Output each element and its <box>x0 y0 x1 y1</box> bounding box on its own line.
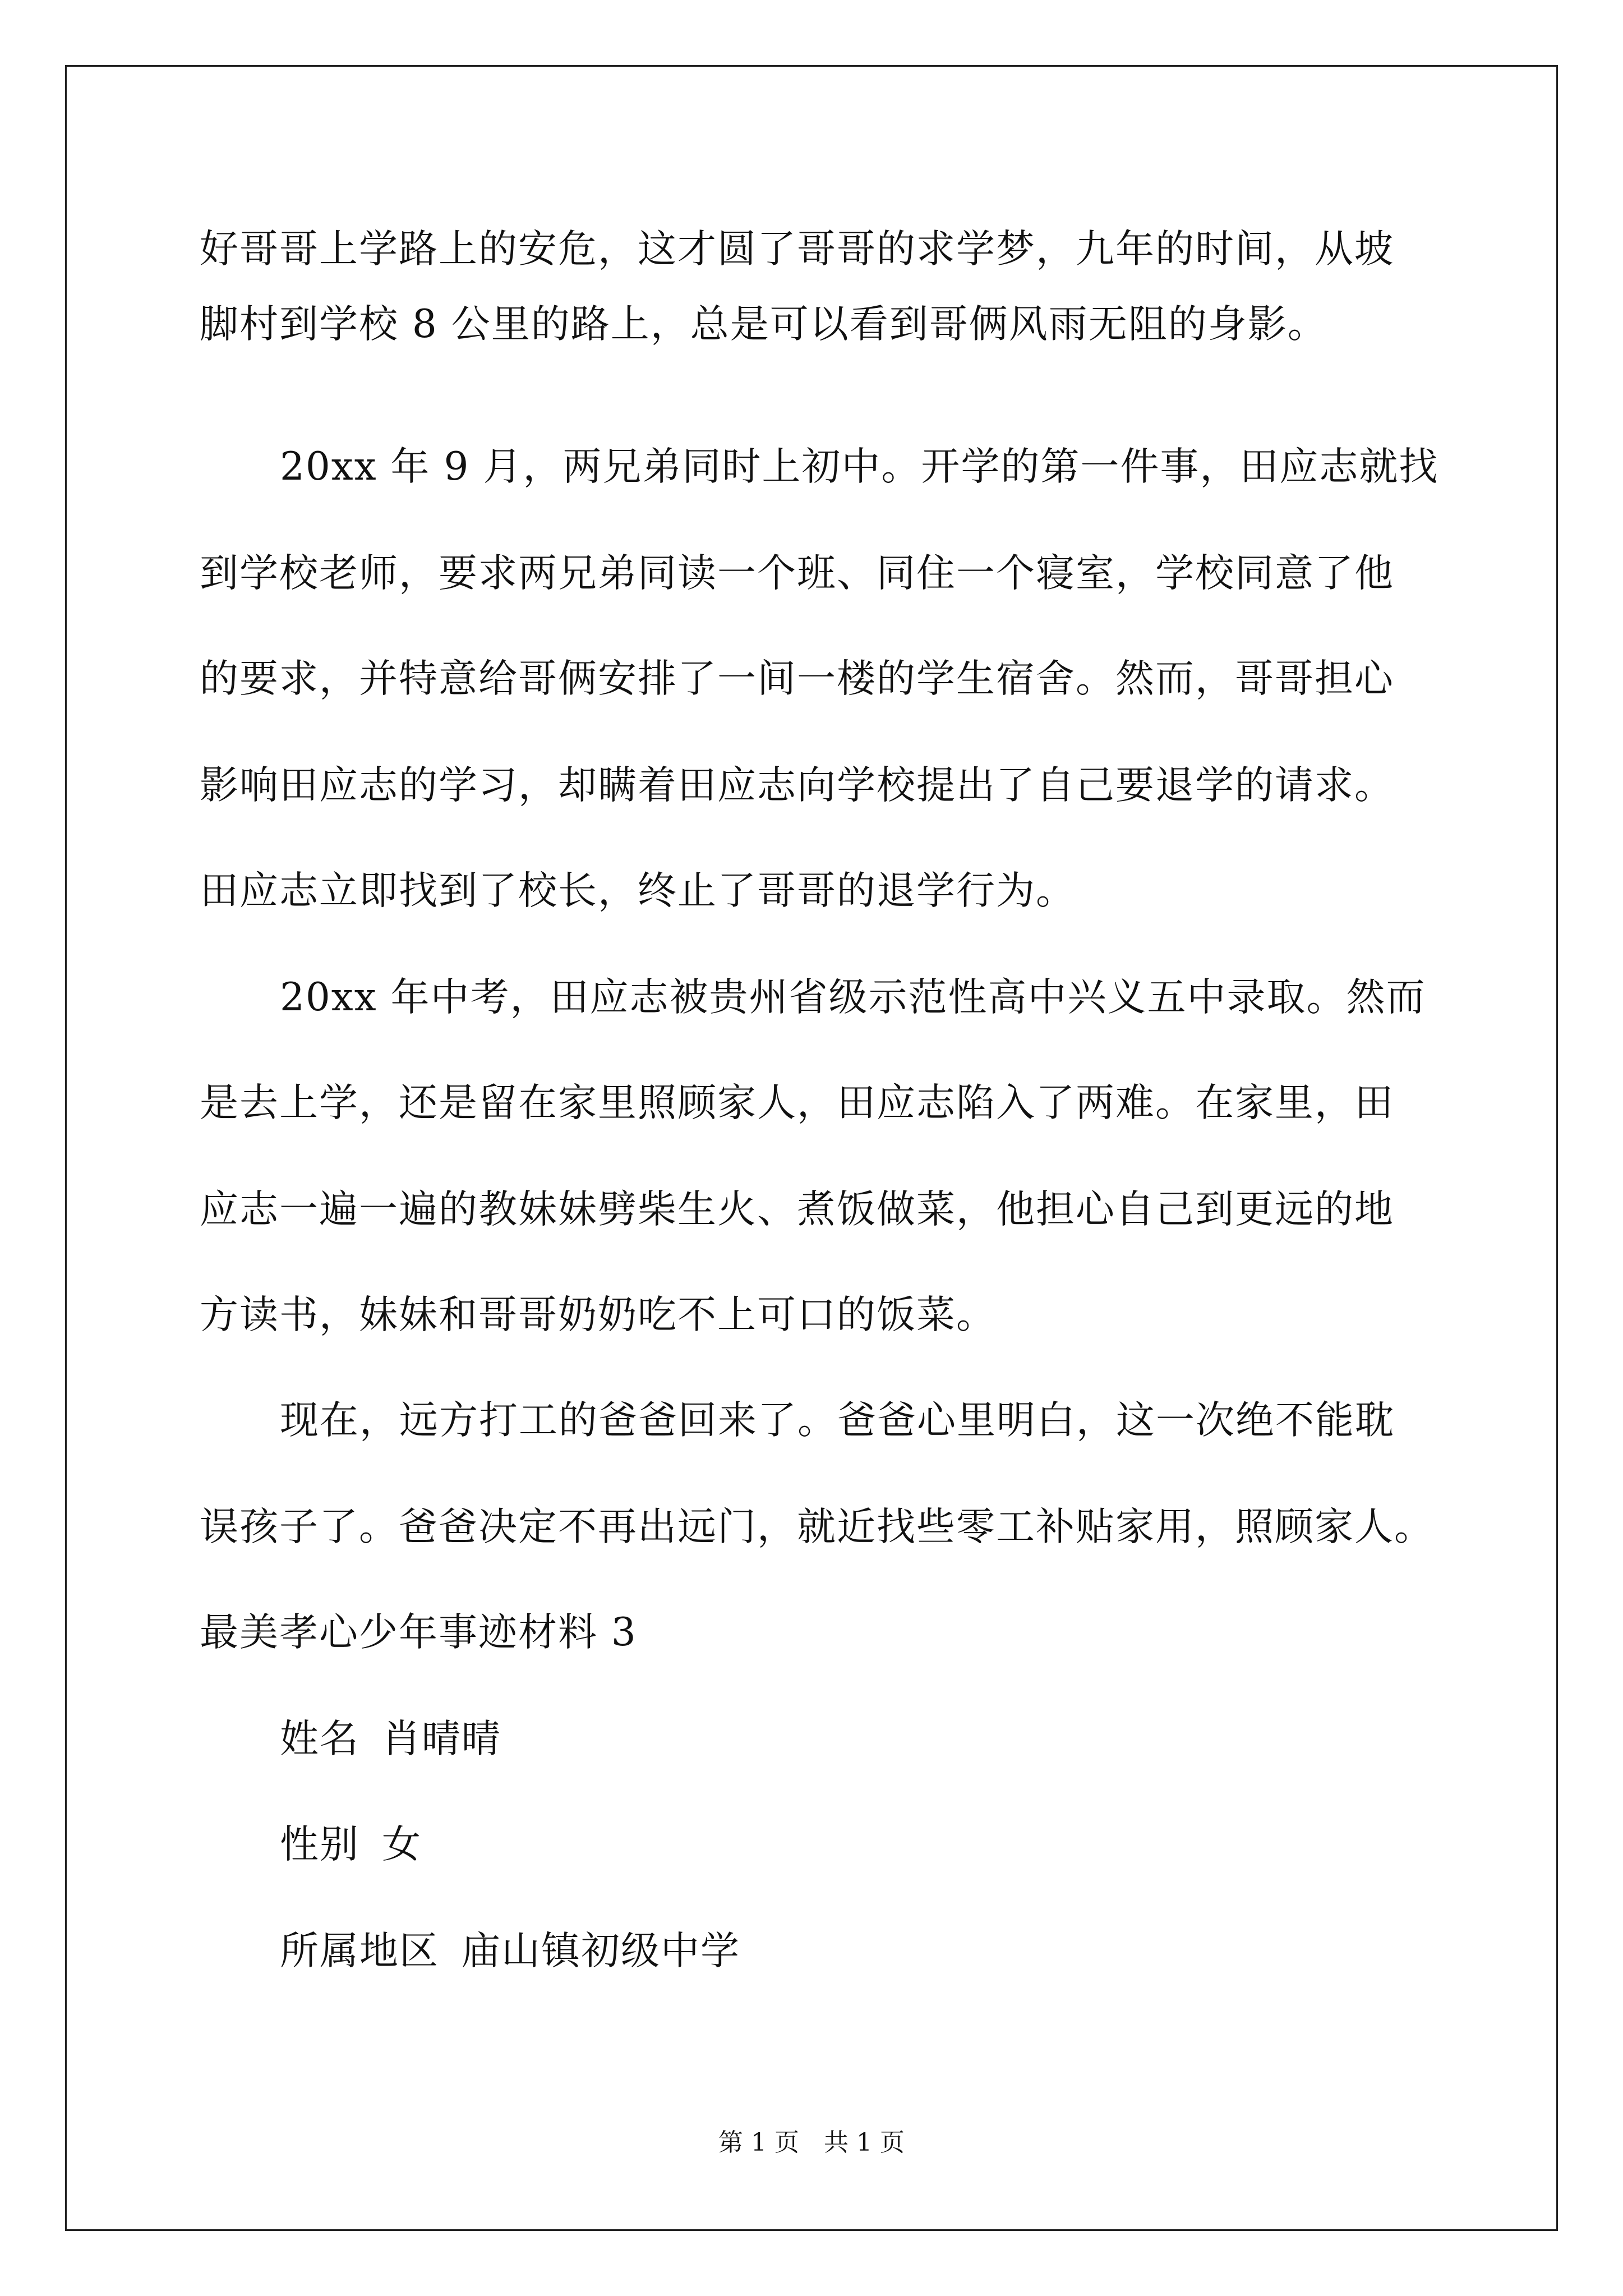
field-value: 庙山镇初级中学 <box>462 1929 740 1973</box>
field-value: 女 <box>382 1822 422 1867</box>
field-region <box>280 1924 740 1978</box>
field-value: 肖晴晴 <box>382 1717 501 1761</box>
section-heading: 最美孝心少年事迹材料 3 <box>200 1610 637 1655</box>
body-line: 好哥哥上学路上的安危，这才圆了哥哥的求学梦，九年的时间，从坡 <box>200 227 1394 272</box>
body-line: 方读书，妹妹和哥哥奶奶吃不上可口的饭菜。 <box>200 1292 996 1337</box>
paragraph-start-line: 20xx 年中考，田应志被贵州省级示范性高中兴义五中录取。然而 <box>280 975 1426 1020</box>
body-line: 到学校老师，要求两兄弟同读一个班、同住一个寝室，学校同意了他 <box>200 551 1394 596</box>
body-line: 误孩子了。爸爸决定不再出远门，就近找些零工补贴家用，照顾家人。 <box>200 1504 1434 1549</box>
body-line: 的要求，并特意给哥俩安排了一间一楼的学生宿舍。然而，哥哥担心 <box>200 656 1394 701</box>
page-number-current: 第 1 页 <box>718 2128 799 2157</box>
field-gender <box>280 1818 422 1871</box>
body-line: 应志一遍一遍的教妹妹劈柴生火、煮饭做菜，他担心自己到更远的地 <box>200 1187 1394 1232</box>
body-line: 脚村到学校 8 公里的路上，总是可以看到哥俩风雨无阻的身影。 <box>200 302 1327 347</box>
field-name <box>280 1712 501 1766</box>
field-label: 性别 <box>280 1822 359 1867</box>
field-label: 所属地区 <box>280 1929 439 1973</box>
page-border <box>65 65 1558 2231</box>
field-label: 姓名 <box>280 1717 359 1761</box>
body-line: 田应志立即找到了校长，终止了哥哥的退学行为。 <box>200 868 1076 913</box>
page-number-total: 共 1 页 <box>824 2128 905 2157</box>
body-line: 影响田应志的学习，却瞒着田应志向学校提出了自己要退学的请求。 <box>200 763 1394 808</box>
page-footer <box>0 2126 1623 2160</box>
body-line: 是去上学，还是留在家里照顾家人，田应志陷入了两难。在家里，田 <box>200 1080 1394 1125</box>
paragraph-start-line: 现在，远方打工的爸爸回来了。爸爸心里明白，这一次绝不能耽 <box>280 1398 1395 1443</box>
paragraph-start-line: 20xx 年 9 月，两兄弟同时上初中。开学的第一件事，田应志就找 <box>280 444 1439 489</box>
